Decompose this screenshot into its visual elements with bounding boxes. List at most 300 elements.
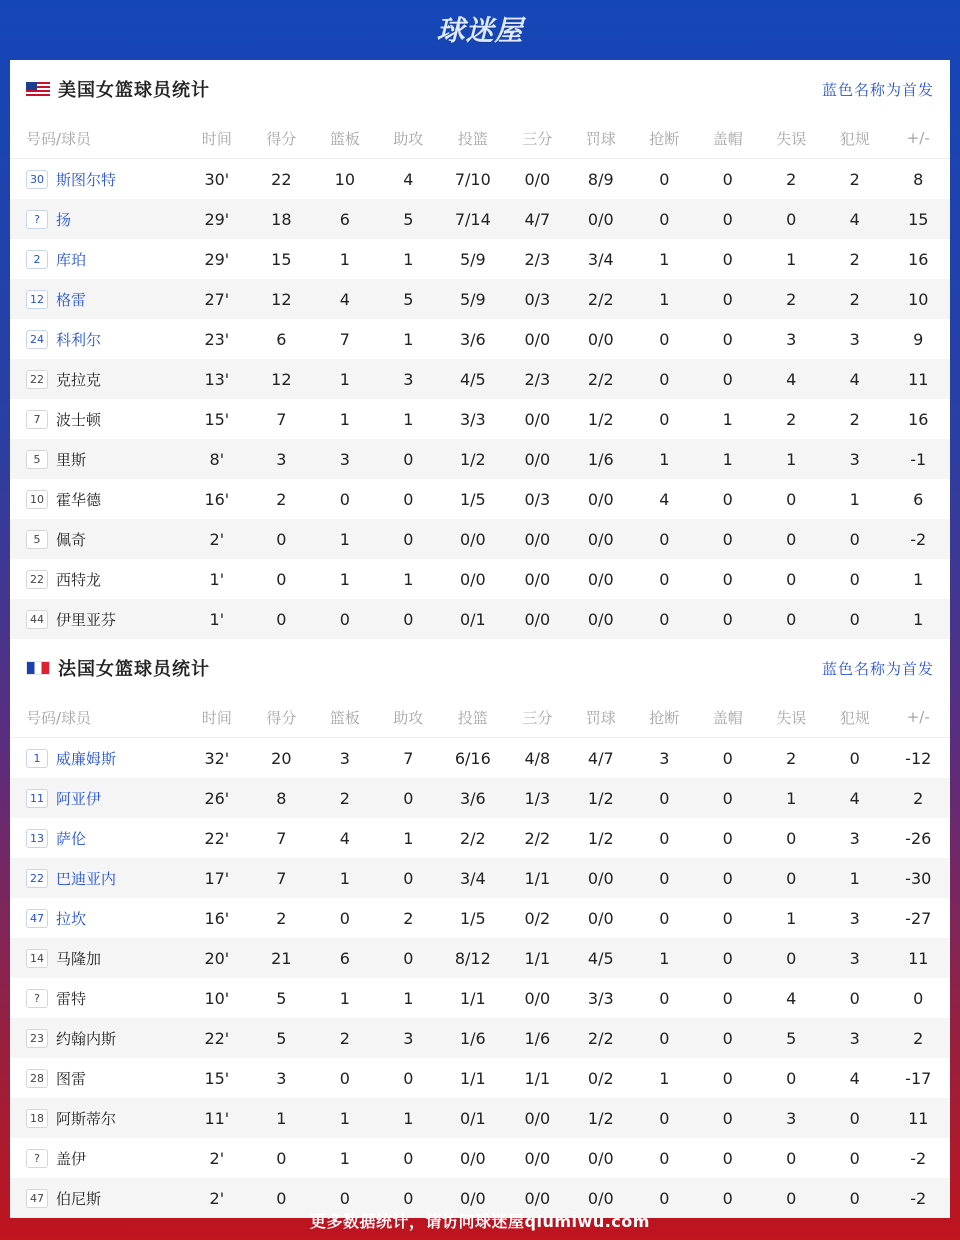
stat-cell: 1/2 (587, 828, 614, 848)
player-cell[interactable] (10, 858, 184, 898)
section-title-wrap (26, 655, 210, 681)
column-header[interactable]: 盖帽 (696, 697, 759, 738)
stat-cell: 0 (786, 828, 797, 848)
stat-cell: 6/16 (454, 748, 491, 768)
stat-cell: 1' (209, 569, 225, 589)
stat-cell: 0 (377, 439, 440, 479)
stat-cell: 0/1 (440, 599, 506, 639)
stat-cell: 0/0 (524, 1148, 551, 1168)
table-row[interactable] (10, 439, 950, 479)
column-header[interactable]: 犯规 (823, 697, 886, 738)
player-cell[interactable] (10, 559, 184, 599)
column-header[interactable]: 三分 (506, 697, 569, 738)
column-header[interactable]: 得分 (250, 697, 313, 738)
stat-cell: 2 (313, 1018, 376, 1058)
table-row[interactable] (10, 858, 950, 898)
player-name[interactable]: 图雷 (56, 1069, 87, 1088)
player-name[interactable]: 阿亚伊 (56, 789, 102, 808)
stat-cell: 1 (913, 569, 924, 589)
stat-cell: 0 (823, 1178, 886, 1218)
stat-cell: 2' (184, 519, 250, 559)
stat-cell: 0 (722, 329, 733, 349)
stat-cell: 12 (250, 359, 313, 399)
stat-cell: 7/14 (440, 199, 506, 239)
stat-cell: 2 (403, 908, 414, 928)
stat-cell: 0 (913, 988, 924, 1008)
column-header[interactable]: 篮板 (313, 697, 376, 738)
player-name[interactable]: 库珀 (56, 250, 87, 269)
stat-cell: 2 (276, 908, 287, 928)
player-name[interactable]: 伊里亚芬 (56, 610, 117, 629)
player-cell[interactable] (10, 1138, 184, 1178)
stat-cell: 22 (271, 169, 292, 189)
stat-cell: 5/9 (440, 279, 506, 319)
stat-cell: 3 (339, 748, 350, 768)
column-header[interactable]: 得分 (250, 118, 313, 159)
stat-cell: 4 (403, 169, 414, 189)
stat-cell: 0 (276, 569, 287, 589)
stat-cell: 0 (339, 1068, 350, 1088)
stat-cell: -12 (905, 748, 932, 768)
player-name[interactable]: 格雷 (56, 290, 87, 309)
column-header[interactable]: 投篮 (440, 697, 506, 738)
player-cell[interactable] (10, 399, 184, 439)
table-row[interactable] (10, 818, 950, 858)
player-cell[interactable] (10, 818, 184, 858)
stat-cell: 7 (250, 858, 313, 898)
stat-cell: 0 (722, 828, 733, 848)
stat-cell: 0/0 (569, 1178, 632, 1218)
stat-cell: 1/1 (506, 858, 569, 898)
player-cell[interactable] (10, 439, 184, 479)
stat-cell: 3/3 (459, 409, 486, 429)
stat-cell: -2 (886, 519, 950, 559)
stat-cell: 2 (276, 489, 287, 509)
stat-cell: 23' (204, 329, 230, 349)
stat-cell: 1/6 (569, 439, 632, 479)
stat-cell: 1 (403, 828, 414, 848)
player-stats-table (10, 118, 950, 639)
stat-cell: 0 (696, 1178, 759, 1218)
stat-cell: 2 (786, 169, 797, 189)
column-header[interactable]: 篮板 (313, 118, 376, 159)
stat-cell: 16 (908, 409, 929, 429)
stat-cell: 0 (633, 199, 696, 239)
stat-cell: 1 (339, 249, 350, 269)
stat-cell: 1 (659, 249, 670, 269)
stat-cell: 4/8 (524, 748, 551, 768)
stat-cell: 1/1 (459, 988, 486, 1008)
stat-cell: 0 (276, 1148, 287, 1168)
stat-cell: 22' (184, 1018, 250, 1058)
player-cell[interactable] (10, 1018, 184, 1058)
stat-cell: 3 (250, 439, 313, 479)
stat-cell: 0 (760, 599, 823, 639)
stat-cell: 0 (633, 858, 696, 898)
stat-cell: 0 (722, 1068, 733, 1088)
table-row[interactable] (10, 479, 950, 519)
stat-cell: 3 (760, 1098, 823, 1138)
stat-cell: 3 (849, 828, 860, 848)
stat-cell: 0 (377, 778, 440, 818)
player-cell[interactable] (10, 479, 184, 519)
stat-cell: -30 (886, 858, 950, 898)
stat-cell: 2 (823, 279, 886, 319)
stat-cell: 1 (403, 569, 414, 589)
stat-cell: 0 (760, 1178, 823, 1218)
stat-cell: 2/2 (524, 828, 551, 848)
stat-cell: 3/6 (459, 329, 486, 349)
table-row[interactable] (10, 359, 950, 399)
stat-cell: 0 (377, 938, 440, 978)
player-name[interactable]: 西特龙 (56, 570, 102, 589)
stat-cell: 0 (633, 1098, 696, 1138)
stat-cell: 0/2 (524, 908, 551, 928)
table-header-row (10, 697, 950, 738)
player-name[interactable]: 阿斯蒂尔 (56, 1109, 117, 1128)
stat-cell: 2/2 (459, 828, 486, 848)
stat-cell: 0 (633, 359, 696, 399)
stat-cell: 0 (403, 489, 414, 509)
stat-cell: 1 (633, 938, 696, 978)
player-cell[interactable] (10, 1058, 184, 1098)
table-row[interactable] (10, 519, 950, 559)
jersey-number: 1 (26, 749, 48, 768)
stat-cell: 12 (250, 279, 313, 319)
stat-cell: 1/1 (524, 1068, 551, 1088)
jersey-number: 23 (26, 1029, 48, 1048)
stat-cell: 0/0 (524, 329, 551, 349)
stat-cell: 3 (823, 938, 886, 978)
stat-cell: 11 (886, 359, 950, 399)
stat-cell: 0 (659, 988, 670, 1008)
stat-cell: 3/4 (587, 249, 614, 269)
stat-cell: 1 (313, 1098, 376, 1138)
player-cell[interactable] (10, 239, 184, 279)
stat-cell: 0/0 (506, 599, 569, 639)
table-header-row (10, 118, 950, 159)
stat-cell: 0 (696, 938, 759, 978)
stat-cell: 6 (313, 199, 376, 239)
player-cell[interactable] (10, 978, 184, 1018)
stat-cell: -2 (910, 1148, 927, 1168)
jersey-number: 22 (26, 869, 48, 888)
column-header[interactable]: 抢断 (633, 118, 696, 159)
stat-cell: 1 (403, 329, 414, 349)
app-header (0, 0, 960, 58)
stat-cell: 0 (722, 249, 733, 269)
column-header[interactable]: 盖帽 (696, 118, 759, 159)
stat-cell: 1/2 (569, 778, 632, 818)
stat-cell: 4 (313, 279, 376, 319)
stat-cell: 1 (250, 1098, 313, 1138)
starter-note: 蓝色名称为首发 (821, 659, 934, 678)
player-name[interactable]: 里斯 (56, 450, 87, 469)
stat-cell: 10 (334, 169, 355, 189)
player-cell[interactable] (10, 1098, 184, 1138)
table-row[interactable] (10, 199, 950, 239)
player-cell[interactable] (10, 319, 184, 359)
stat-cell: 4 (849, 1068, 860, 1088)
stat-cell: -17 (905, 1068, 932, 1088)
player-cell[interactable] (10, 199, 184, 239)
stat-cell: 16' (204, 489, 230, 509)
stat-cell: 2' (184, 1178, 250, 1218)
player-name[interactable]: 克拉克 (56, 370, 102, 389)
player-cell[interactable] (10, 519, 184, 559)
stat-cell: 4/5 (440, 359, 506, 399)
stat-cell: 3 (823, 439, 886, 479)
stat-cell: 0 (849, 988, 860, 1008)
player-cell[interactable] (10, 599, 184, 639)
stat-cell: 0 (659, 908, 670, 928)
player-name[interactable]: 盖伊 (56, 1149, 87, 1168)
stat-cell: 5 (760, 1018, 823, 1058)
stat-cell: 0 (786, 569, 797, 589)
stat-cell: 1/2 (440, 439, 506, 479)
stat-cell: 0 (696, 778, 759, 818)
stat-cell: 1 (786, 249, 797, 269)
table-row[interactable] (10, 898, 950, 938)
france-flag-icon (26, 661, 50, 675)
stat-cell: 1' (184, 599, 250, 639)
stat-cell: 0 (250, 519, 313, 559)
stat-cell: 15 (271, 249, 292, 269)
stat-cell: 1 (849, 489, 860, 509)
player-stats-table (10, 697, 950, 1218)
stat-cell: 0 (823, 599, 886, 639)
column-header[interactable]: 时间 (184, 697, 250, 738)
stat-cell: 4/5 (569, 938, 632, 978)
player-cell[interactable] (10, 359, 184, 399)
stats-panel (10, 60, 950, 1208)
stat-cell: 2/2 (569, 1018, 632, 1058)
stat-cell: 15 (886, 199, 950, 239)
footer-text[interactable]: 更多数据统计，请访问球迷屋qiumiwu.com (310, 1211, 650, 1231)
stat-cell: 1 (339, 409, 350, 429)
player-name[interactable]: 威廉姆斯 (56, 749, 117, 768)
table-row[interactable] (10, 399, 950, 439)
player-cell[interactable] (10, 159, 184, 200)
stat-cell: 1 (760, 439, 823, 479)
stat-cell: 1 (722, 409, 733, 429)
stat-cell: 4 (339, 828, 350, 848)
stat-cell: 20 (271, 748, 292, 768)
table-row[interactable] (10, 279, 950, 319)
table-row[interactable] (10, 159, 950, 200)
player-name[interactable]: 萨伦 (56, 829, 87, 848)
table-row[interactable] (10, 1098, 950, 1138)
stat-cell: 17' (184, 858, 250, 898)
stat-cell: 8 (913, 169, 924, 189)
table-row[interactable] (10, 319, 950, 359)
stat-cell: 0 (377, 858, 440, 898)
player-name[interactable]: 巴迪亚内 (56, 869, 117, 888)
section-header (10, 639, 950, 697)
stat-cell: 30' (204, 169, 230, 189)
stat-cell: 0/0 (440, 519, 506, 559)
player-cell[interactable] (10, 898, 184, 938)
table-row[interactable] (10, 778, 950, 818)
player-cell[interactable] (10, 738, 184, 779)
player-name[interactable]: 马隆加 (56, 949, 102, 968)
jersey-number: 47 (26, 1189, 48, 1208)
player-cell[interactable] (10, 279, 184, 319)
stat-cell: 1 (696, 439, 759, 479)
player-name[interactable]: 佩奇 (56, 530, 87, 549)
table-row[interactable] (10, 1058, 950, 1098)
stat-cell: 0/0 (459, 1148, 486, 1168)
stat-cell: 0 (696, 1098, 759, 1138)
table-row[interactable] (10, 738, 950, 779)
stat-cell: 0 (849, 1148, 860, 1168)
stat-cell: 3 (849, 908, 860, 928)
table-row[interactable] (10, 1138, 950, 1178)
jersey-number: 7 (26, 410, 48, 429)
stat-cell: 0 (722, 169, 733, 189)
column-header[interactable]: 抢断 (633, 697, 696, 738)
stat-cell: 27' (184, 279, 250, 319)
stat-cell: 7 (339, 329, 350, 349)
stat-cell: 29' (204, 249, 230, 269)
stat-cell: 6 (913, 489, 924, 509)
stat-cell: 0 (659, 569, 670, 589)
column-header[interactable]: +/- (886, 697, 950, 738)
stat-cell: 0/0 (524, 169, 551, 189)
column-header[interactable]: +/- (886, 118, 950, 159)
stat-cell: 0 (377, 519, 440, 559)
stat-cell: 0 (760, 199, 823, 239)
stat-cell: 3 (786, 329, 797, 349)
stat-cell: 0/0 (587, 329, 614, 349)
column-header[interactable]: 罚球 (569, 697, 632, 738)
player-cell[interactable] (10, 938, 184, 978)
stat-cell: 0 (659, 828, 670, 848)
player-name[interactable]: 科利尔 (56, 330, 102, 349)
stat-cell: 3 (276, 1068, 287, 1088)
column-header[interactable]: 投篮 (440, 118, 506, 159)
stat-cell: 0 (760, 858, 823, 898)
stat-cell: 3/3 (587, 988, 614, 1008)
jersey-number: 30 (26, 170, 48, 189)
stat-cell: 0 (696, 1018, 759, 1058)
player-cell[interactable] (10, 778, 184, 818)
jersey-number: 18 (26, 1109, 48, 1128)
stat-cell: 0/0 (506, 439, 569, 479)
stat-cell: 0 (339, 489, 350, 509)
column-header[interactable]: 失误 (760, 118, 823, 159)
column-header[interactable]: 罚球 (569, 118, 632, 159)
stat-cell: 8/9 (587, 169, 614, 189)
column-header[interactable]: 助攻 (377, 118, 440, 159)
player-name[interactable]: 扬 (56, 210, 72, 229)
stat-cell: 16 (908, 249, 929, 269)
stat-cell: 3 (659, 748, 670, 768)
stat-cell: 1 (313, 858, 376, 898)
stat-cell: 0/3 (524, 489, 551, 509)
stat-cell: 7 (403, 748, 414, 768)
stat-cell: 10 (886, 279, 950, 319)
column-header[interactable]: 号码/球员 (10, 697, 184, 738)
stat-cell: 0 (786, 489, 797, 509)
stat-cell: 1/5 (459, 489, 486, 509)
stat-cell: 2 (786, 748, 797, 768)
table-row[interactable] (10, 1018, 950, 1058)
stat-cell: 0 (722, 1148, 733, 1168)
table-row[interactable] (10, 559, 950, 599)
table-row[interactable] (10, 938, 950, 978)
stat-cell: 0 (377, 1178, 440, 1218)
table-row[interactable] (10, 239, 950, 279)
column-header[interactable]: 助攻 (377, 697, 440, 738)
player-name[interactable]: 雷特 (56, 989, 87, 1008)
stat-cell: 0 (633, 1018, 696, 1058)
stat-cell: 32' (204, 748, 230, 768)
stat-cell: 11 (886, 1098, 950, 1138)
stat-cell: 1 (633, 439, 696, 479)
stat-cell: 1/2 (569, 1098, 632, 1138)
column-header[interactable]: 三分 (506, 118, 569, 159)
jersey-number: 11 (26, 789, 48, 808)
stat-cell: 0 (722, 988, 733, 1008)
stat-cell: 3 (823, 1018, 886, 1058)
player-name[interactable]: 霍华德 (56, 490, 102, 509)
stat-cell: 0 (722, 489, 733, 509)
stat-cell: 0 (696, 599, 759, 639)
stat-cell: 11 (886, 938, 950, 978)
stat-cell: 1 (339, 569, 350, 589)
stat-cell: 0/0 (587, 569, 614, 589)
player-name[interactable]: 斯图尔特 (56, 170, 117, 189)
stat-cell: 1/6 (440, 1018, 506, 1058)
stat-cell: 0 (313, 1178, 376, 1218)
stat-cell: 1 (313, 359, 376, 399)
column-header[interactable]: 时间 (184, 118, 250, 159)
stat-cell: -27 (905, 908, 932, 928)
site-logo[interactable]: 球迷屋 (436, 14, 524, 47)
stat-cell: 1 (760, 778, 823, 818)
footer-banner[interactable] (0, 1200, 960, 1240)
player-name[interactable]: 拉坎 (56, 909, 87, 928)
player-name[interactable]: 波士顿 (56, 410, 102, 429)
stat-cell: 4/7 (506, 199, 569, 239)
stat-cell: 7/10 (454, 169, 491, 189)
stat-cell: 5 (377, 199, 440, 239)
stat-cell: 29' (184, 199, 250, 239)
stat-cell: 0 (659, 409, 670, 429)
stat-cell: 2 (786, 409, 797, 429)
column-header[interactable]: 失误 (760, 697, 823, 738)
stat-cell: 6 (313, 938, 376, 978)
table-row[interactable] (10, 599, 950, 639)
stat-cell: 4 (823, 199, 886, 239)
table-row[interactable] (10, 978, 950, 1018)
stat-cell: 3 (849, 329, 860, 349)
stat-cell: 20' (184, 938, 250, 978)
stat-cell: 0 (377, 599, 440, 639)
jersey-number: 2 (26, 250, 48, 269)
stat-cell: 0/0 (506, 1178, 569, 1218)
column-header[interactable]: 号码/球员 (10, 118, 184, 159)
player-name[interactable]: 约翰内斯 (56, 1029, 117, 1048)
stat-cell: 5 (377, 279, 440, 319)
stat-cell: 1 (403, 249, 414, 269)
stat-cell: 0/0 (524, 569, 551, 589)
player-name[interactable]: 伯尼斯 (56, 1189, 102, 1208)
stat-cell: 1/5 (459, 908, 486, 928)
stat-cell: 2/3 (506, 359, 569, 399)
column-header[interactable]: 犯规 (823, 118, 886, 159)
